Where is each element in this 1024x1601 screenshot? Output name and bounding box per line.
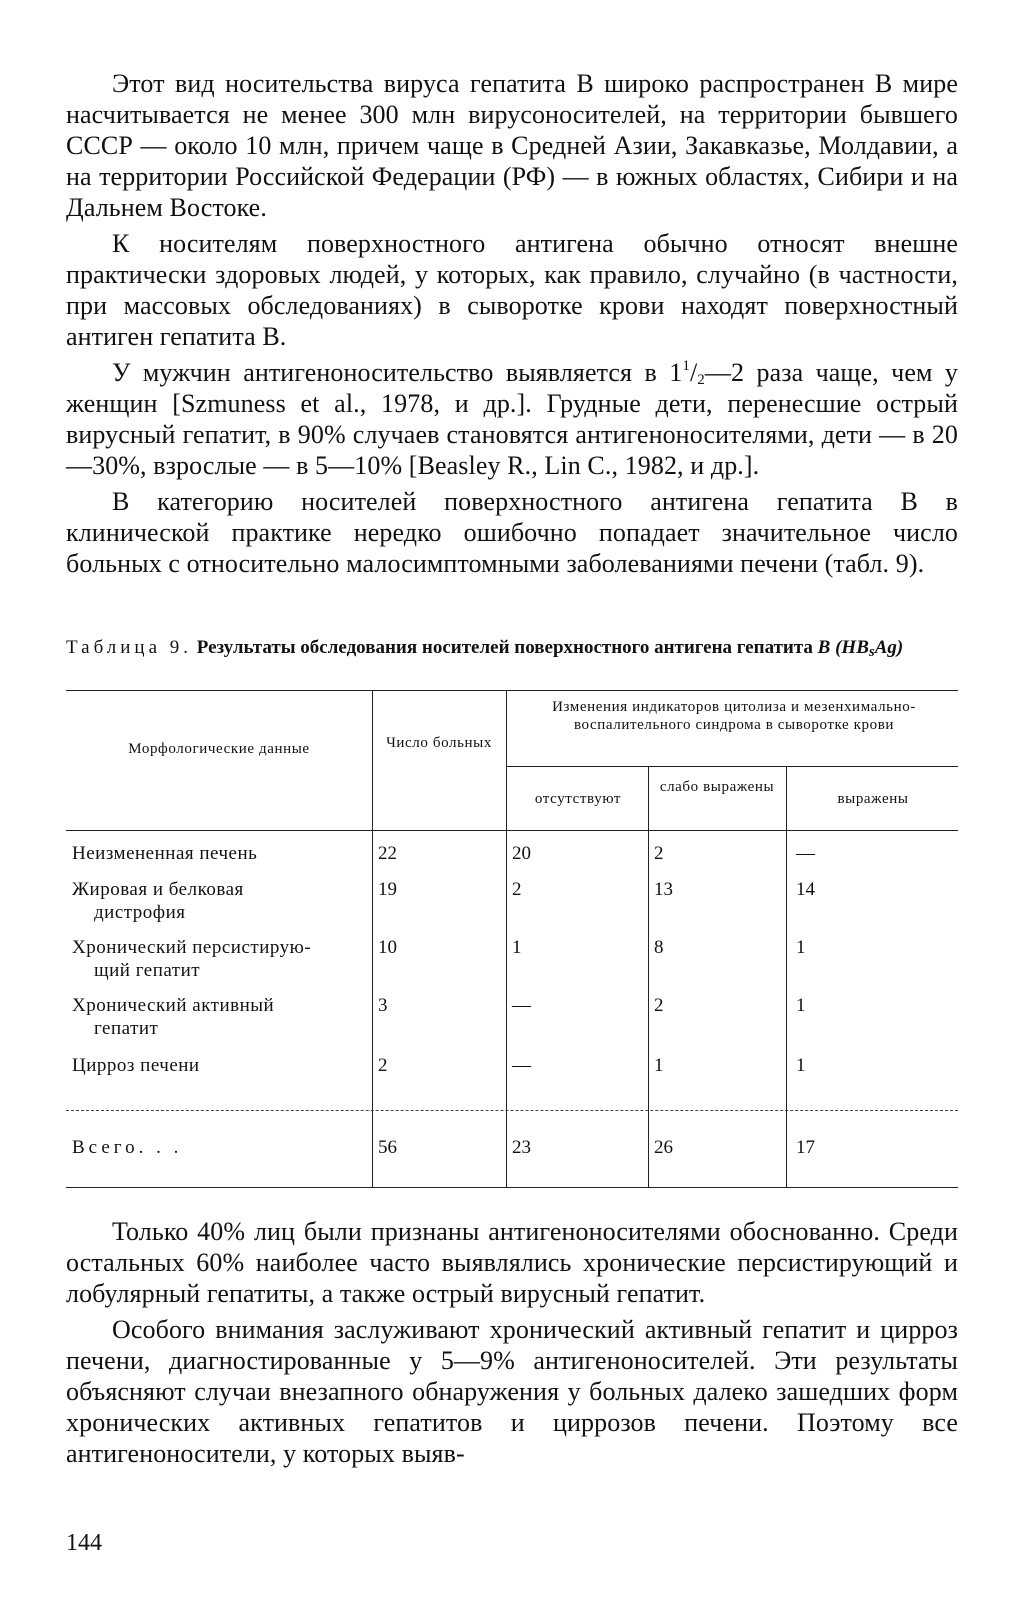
table-title: Результаты обследования носителей поверхностного антигена гепатита bbox=[196, 637, 813, 658]
cell-strong: 1 bbox=[796, 937, 806, 958]
cell-count: 19 bbox=[378, 879, 397, 900]
cell-total-weak: 26 bbox=[654, 1137, 673, 1158]
header-indicator-group: Изменения индикаторов цитолиза и мезенхимально-воспалительного синдрома в сыворотке крови bbox=[552, 699, 916, 733]
table-total-label: Всего. . . bbox=[72, 1137, 183, 1158]
paragraph: В категорию носителей поверхностного антигена гепатита В в клинической практике нередко ошибочно попадает значительное число больных с относительно малосимптомными заболеваниями печени (табл. 9). bbox=[66, 487, 958, 578]
cell-weak: 2 bbox=[654, 843, 664, 864]
table-row-label: Жировая и белковая дистрофия bbox=[72, 879, 244, 923]
table-rule-top bbox=[66, 690, 958, 691]
cell-weak: 2 bbox=[654, 995, 664, 1016]
table-rule-header-bottom bbox=[66, 830, 958, 831]
table-label: Таблица 9. bbox=[66, 637, 193, 658]
cell-absent: 20 bbox=[512, 843, 531, 864]
paragraph: У мужчин антигеноносительство выявляется в $1^1/_2—2$ раза чаще, чем у женщин [Szmuness et al., 1978, и др.]. Грудные дети, перенесшие острый вирусный гепатит, в 90% случаев становятся антигеноносителями, дети — в 20—30%, взрослые — в 5—10% [Beasley R., Lin C., 1982, и др.]. bbox=[66, 358, 958, 480]
body-text-top bbox=[66, 68, 958, 579]
page-number: 144 bbox=[66, 1530, 102, 1556]
table-row-label: Цирроз печени bbox=[72, 1055, 200, 1076]
paragraph: К носителям поверхностного антигена обычно относят внешне практически здоровых людей, у которых, как правило, случайно (в частности, при массовых обследованиях) в сыворотке крови находят поверхностный антиген гепатита В. bbox=[66, 229, 958, 351]
table-caption bbox=[66, 636, 958, 660]
cell-absent: — bbox=[512, 995, 531, 1016]
table-col-divider bbox=[648, 766, 649, 1187]
cell-count: 22 bbox=[378, 843, 397, 864]
table-col-divider bbox=[372, 690, 373, 1187]
table-rule-bottom bbox=[66, 1187, 958, 1188]
table-row-label: Хронический персистирую- щий гепатит bbox=[72, 937, 312, 981]
cell-strong: 1 bbox=[796, 1055, 806, 1076]
table-rule-total bbox=[66, 1110, 958, 1111]
cell-total-count: 56 bbox=[378, 1137, 397, 1158]
table-rule-subheader bbox=[506, 766, 958, 767]
header-absent: отсутствуют bbox=[534, 791, 622, 807]
cell-count: 3 bbox=[378, 995, 388, 1016]
header-weak: слабо выражены bbox=[659, 779, 775, 795]
header-morphology: Морфологические данные bbox=[128, 741, 310, 757]
cell-weak: 1 bbox=[654, 1055, 664, 1076]
cell-total-strong: 17 bbox=[796, 1137, 815, 1158]
table-title-antigen: B $(HB_sAg)$ bbox=[817, 637, 904, 660]
paragraph: Только 40% лиц были признаны антигеноносителями обоснованно. Среди остальных 60% наиболее часто выявлялись хронические персистирующий и лобулярный гепатиты, а также острый вирусный гепатит. bbox=[66, 1217, 958, 1308]
table-row-label: Хронический активный гепатит bbox=[72, 995, 275, 1039]
table-col-divider bbox=[786, 766, 787, 1187]
cell-weak: 8 bbox=[654, 937, 664, 958]
header-strong: выражены bbox=[837, 791, 909, 807]
cell-total-absent: 23 bbox=[512, 1137, 531, 1158]
cell-strong: 14 bbox=[796, 879, 815, 900]
cell-count: 2 bbox=[378, 1055, 388, 1076]
cell-strong: — bbox=[796, 843, 815, 864]
header-count: Число больных bbox=[386, 735, 492, 751]
paragraph: Особого внимания заслуживают хронический активный гепатит и цирроз печени, диагностированные у 5—9% антигеноносителей. Эти результаты объясняют случаи внезапного обнаружения у больных далеко зашедших форм хронических активных гепатитов и циррозов печени. Поэтому все антигеноносители, у которых выяв- bbox=[66, 1315, 958, 1468]
paragraph: Этот вид носительства вируса гепатита В широко распространен В мире насчитывается не менее 300 млн вирусоносителей, на территории бывшего СССР — около 10 млн, причем чаще в Средней Азии, Закавказье, Молдавии, а на территории Российской Федерации (РФ) — в южных областях, Сибири и на Дальнем Востоке. bbox=[66, 69, 958, 222]
cell-weak: 13 bbox=[654, 879, 673, 900]
table-row-label: Неизмененная печень bbox=[72, 843, 258, 864]
table-col-divider bbox=[506, 690, 507, 1187]
cell-absent: — bbox=[512, 1055, 531, 1076]
body-text-bottom bbox=[66, 1216, 958, 1469]
cell-strong: 1 bbox=[796, 995, 806, 1016]
cell-absent: 1 bbox=[512, 937, 522, 958]
cell-count: 10 bbox=[378, 937, 397, 958]
cell-absent: 2 bbox=[512, 879, 522, 900]
results-table bbox=[66, 690, 958, 1230]
